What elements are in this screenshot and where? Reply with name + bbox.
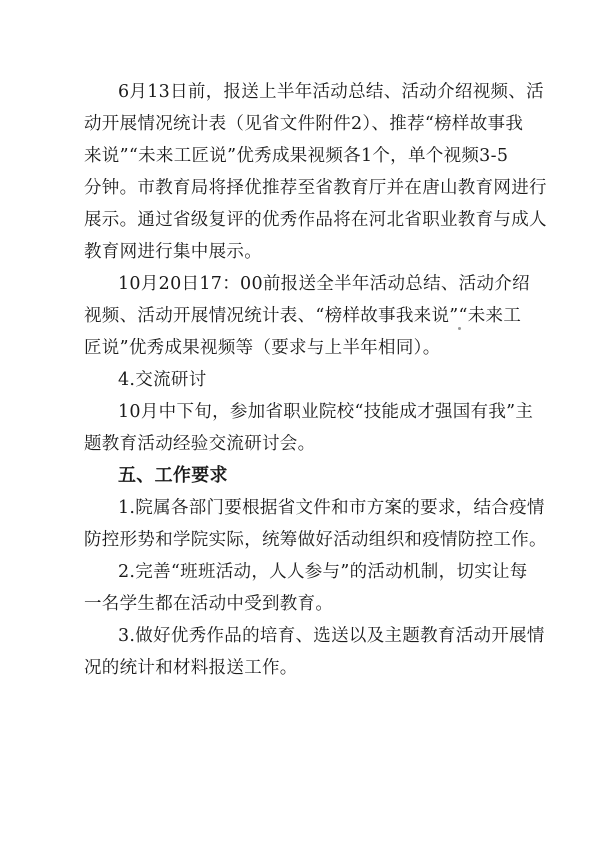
item-1-line-1: 1.院属各部门要根据省文件和市方案的要求，结合疫情 bbox=[118, 498, 545, 518]
para-3-line-1: 10月中下旬，参加省职业院校“技能成才强国有我”主 bbox=[118, 402, 534, 422]
para-2-line-3: 匠说”优秀成果视频等（要求与上半年相同）。 bbox=[84, 338, 441, 358]
para-3-line-2: 题教育活动经验交流研讨会。 bbox=[84, 434, 316, 454]
para-1-line-6: 教育网进行集中展示。 bbox=[84, 242, 262, 262]
para-1-line-5: 展示。通过省级复评的优秀作品将在河北省职业教育与成人 bbox=[84, 210, 547, 230]
para-1-line-3: 来说”“未来工匠说”优秀成果视频各1个，单个视频3-5 bbox=[84, 146, 509, 166]
item-1-line-2: 防控形势和学院实际，统筹做好活动组织和疫情防控工作。 bbox=[84, 530, 547, 550]
scan-speck bbox=[458, 327, 461, 330]
item-2-line-1: 2.完善“班班活动，人人参与”的活动机制，切实让每 bbox=[118, 562, 528, 582]
item-3-line-2: 况的统计和材料报送工作。 bbox=[84, 658, 298, 678]
section-heading-requirements: 五、工作要求 bbox=[118, 465, 228, 486]
section-heading-exchange: 4.交流研讨 bbox=[118, 370, 207, 390]
para-2-line-2: 视频、活动开展情况统计表、“榜样故事我来说”“未来工 bbox=[84, 306, 522, 326]
para-2-line-1: 10月20日17：00前报送全半年活动总结、活动介绍 bbox=[118, 274, 530, 294]
para-1-line-1: 6月13日前，报送上半年活动总结、活动介绍视频、活 bbox=[118, 82, 544, 102]
para-1-line-4: 分钟。市教育局将择优推荐至省教育厅并在唐山教育网进行 bbox=[84, 178, 547, 198]
para-1-line-2: 动开展情况统计表（见省文件附件2）、推荐“榜样故事我 bbox=[84, 114, 524, 134]
item-2-line-2: 一名学生都在活动中受到教育。 bbox=[84, 594, 334, 614]
item-3-line-1: 3.做好优秀作品的培育、选送以及主题教育活动开展情 bbox=[118, 626, 545, 646]
